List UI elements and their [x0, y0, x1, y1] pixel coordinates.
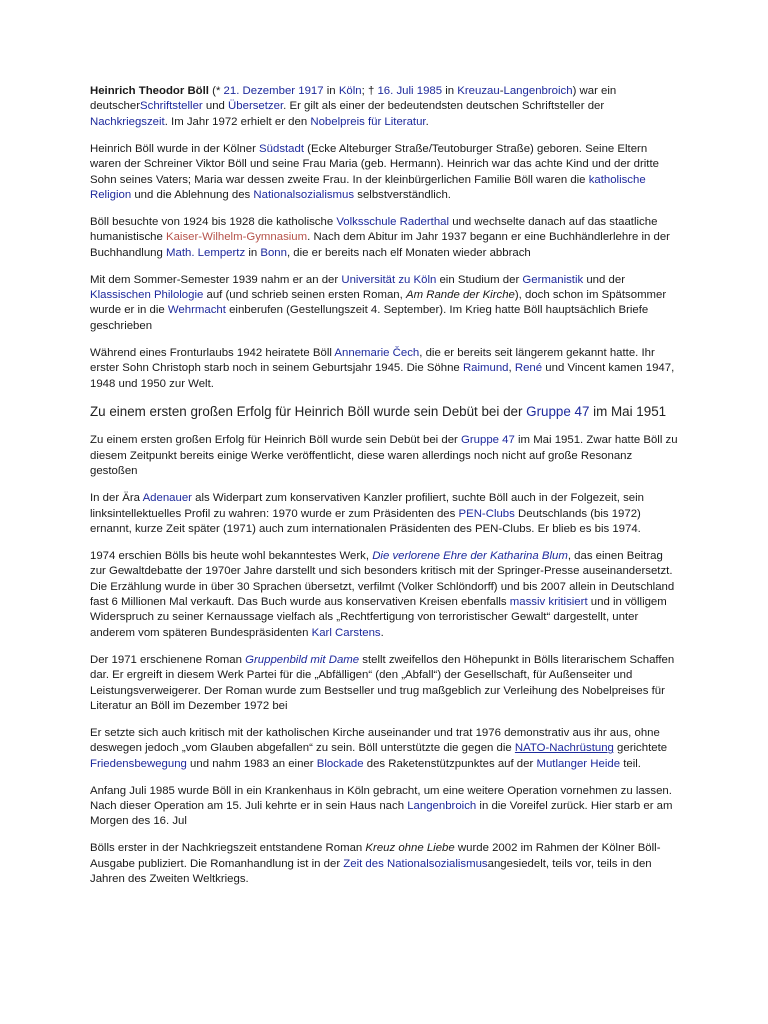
wiki-link[interactable]: René [514, 362, 543, 375]
wiki-link[interactable]: Wehrmacht [167, 304, 226, 317]
text-run: und die Ablehnung des [131, 188, 254, 201]
section-heading [90, 403, 680, 421]
wiki-link[interactable]: Mutlanger Heide [536, 757, 621, 770]
text-run: , die er bereits nach elf Monaten wieder abbrach [286, 246, 531, 259]
paragraph [90, 433, 680, 479]
wiki-link[interactable]: Nobelpreis für Literatur [310, 115, 426, 128]
wiki-link[interactable]: Gruppenbild mit Dame [245, 653, 360, 666]
text-run: des Raketenstützpunktes auf der [363, 757, 537, 770]
paragraph [90, 346, 680, 392]
text-run: Zu einem ersten großen Erfolg für Heinrich Böll wurde sein Debüt bei der [90, 404, 527, 420]
text-run: Böll besuchte von 1924 bis 1928 die katholische [90, 215, 337, 228]
wiki-link[interactable]: Kreuzau [457, 85, 500, 97]
text-run: (* [208, 85, 224, 97]
text-run: angesiedelt, teils vor, teils in den Jahren des Zweiten Weltkriegs. [90, 857, 652, 886]
text-run: im Mai 1951 [589, 404, 667, 420]
text-run: und [202, 100, 229, 113]
text-run: ein Studium der [436, 273, 523, 286]
text-run: In der Ära [90, 492, 143, 505]
text-run: in [245, 246, 261, 259]
wiki-link[interactable]: Übersetzer [228, 100, 284, 113]
wiki-link[interactable]: Germanistik [522, 273, 584, 286]
text-run: , [508, 362, 515, 375]
italic-text: Am Rande der Kirche [405, 288, 515, 301]
text-run: . Im Jahr 1972 erhielt er den [164, 115, 311, 128]
text-run: Der 1971 erschienene Roman [90, 653, 246, 666]
text-run: Anfang Juli 1985 wurde Böll in ein Krankenhaus in Köln gebracht, um eine weitere Operation vornehmen zu lassen. Nach dieser Operation am 15. Juli kehrte er in sein Haus nach [90, 784, 672, 813]
text-run: Deutschlands (bis 1972) ernannt, kurze Zeit später (1971) auch zum internationalen Präsidenten des PEN-Clubs. Er blieb es bis 1974. [90, 507, 641, 535]
text-run: Er setzte sich auch kritisch mit der katholischen Kirche auseinander und trat 1976 demonstrativ aus ihr aus, ohne deswegen jedoch „vom Glauben abgefallen“ zu sein. Böll unterstützte die gegen die [90, 726, 660, 755]
wiki-link[interactable]: Friedensbewegung [90, 757, 187, 770]
text-run: Bölls erster in der Nachkriegszeit entstandene Roman [90, 842, 366, 855]
text-run: . [380, 626, 384, 639]
text-run: . Nach dem Abitur im Jahr 1937 begann er eine Buchhändlerlehre in der Buchhandlung [90, 231, 670, 259]
wiki-link[interactable]: Nachkriegszeit [90, 115, 165, 128]
wiki-link[interactable]: 1985 [416, 85, 443, 97]
text-run: und Vincent kamen 1947, 1948 und 1950 zur Welt. [90, 362, 675, 390]
wiki-link[interactable]: Blockade [316, 757, 364, 770]
text-run: (Ecke Alteburger Straße/Teutoburger Straße) geboren. Seine Eltern waren der Schreiner Viktor Böll und seine Frau Maria (geb. Hermann). Heinrich war das achte Kind und der dritte Sohn seines Vaters; Maria war dessen zweite Frau. In der kleinbürgerlichen Familie Böll waren die [90, 142, 659, 186]
text-run: teil. [620, 757, 641, 770]
wiki-link[interactable]: NATO-Nachrüstung [514, 742, 614, 755]
italic-text: Kreuz ohne Liebe [365, 842, 455, 855]
text-run: und der [583, 273, 625, 286]
text-run: und in völligem Widerspruch zu seiner Kernaussage vielfach als „Rechtfertigung von terroristischer Gewalt“ dargestellt, unter anderem vom späteren Bundespräsidenten [90, 596, 667, 639]
text-run: Mit dem Sommer-Semester 1939 nahm er an der [90, 273, 342, 286]
paragraph [90, 726, 680, 772]
text-run: im Mai 1951. Zwar hatte Böll zu diesem Zeitpunkt bereits einige Werke veröffentlicht, diese waren allerdings noch nicht auf große Resonanz gestoßen [90, 434, 678, 478]
paragraph [90, 653, 680, 715]
bold-text: Heinrich Theodor Böll [90, 85, 209, 97]
text-run: , das einen Beitrag zur Gewaltdebatte der 1970er Jahre darstellt und sich besonders kritisch mit der Springer-Presse auseinandersetzt. Die Erzählung wurde in über 30 Sprachen übersetzt, verfilmt (Volker Schlöndorff) und bis 2007 allein in Deutschland fast 6 Millionen Mal verkauft. Das Buch wurde aus konservativen Kreisen ebenfalls [90, 549, 675, 609]
paragraph [90, 215, 680, 261]
wiki-link[interactable]: Köln [338, 85, 362, 97]
text-run: wurde 2002 im Rahmen der Kölner Böll-Ausgabe publiziert. Die Romanhandlung ist in der [90, 842, 661, 870]
text-run: stellt zweifellos den Höhepunkt in Bölls literarischem Schaffen dar. Er ergreift in diesem Werk Partei für die „Abfälligen“ (den „Abfall“) der Gesellschaft, für Außenseiter und Leistungsverweigerer. Der Roman wurde zum Bestseller und trug maßgeblich zur Verleihung des Nobelpreises für Literatur an Böll im Dezember 1972 bei [90, 653, 675, 712]
paragraph [90, 84, 680, 130]
text-run: als Widerpart zum konservativen Kanzler profiliert, suchte Böll auch in der Folgezeit, sein linksintellektuelles Profil zu wahren: 1970 wurde er zum Präsidenten des [90, 492, 645, 520]
wiki-link[interactable]: PEN-Clubs [458, 507, 515, 520]
wiki-link[interactable]: Schriftsteller [140, 100, 203, 113]
text-run: Während eines Fronturlaubs 1942 heiratete Böll [90, 346, 335, 359]
paragraph [90, 273, 680, 335]
text-run: ) war ein deutscher [90, 85, 617, 113]
wiki-link[interactable]: Südstadt [259, 142, 305, 155]
wiki-link[interactable]: Adenauer [142, 492, 192, 505]
text-run: . [425, 115, 429, 128]
paragraph [90, 491, 680, 537]
wiki-link[interactable]: 16. Juli [377, 85, 414, 97]
wiki-link[interactable]: Annemarie Čech [334, 346, 420, 359]
wiki-link[interactable]: Gruppe 47 [461, 434, 515, 447]
wiki-link[interactable]: Die verlorene Ehre der Katharina Blum [372, 549, 568, 562]
document-body [90, 84, 680, 899]
text-run: und wechselte danach auf das staatliche humanistische [90, 215, 658, 244]
wiki-link[interactable]: Gruppe 47 [526, 404, 590, 420]
wiki-link[interactable]: massiv kritisiert [509, 596, 588, 609]
text-run: in [442, 85, 458, 97]
text-run: auf (und schrieb seinen ersten Roman, [203, 288, 406, 301]
text-run: Heinrich Böll wurde in der Kölner [90, 142, 260, 155]
wiki-link[interactable]: katholische Religion [90, 173, 646, 201]
text-run: gerichtete [613, 742, 668, 755]
wiki-link[interactable]: Langenbroich [503, 85, 573, 97]
wiki-link[interactable]: 21. Dezember [223, 85, 296, 97]
text-run: ; † [361, 85, 378, 97]
wiki-link[interactable]: Bonn [260, 246, 287, 259]
wiki-link[interactable]: Nationalsozialismus [253, 188, 355, 201]
wiki-link[interactable]: Klassischen Philologie [90, 288, 204, 301]
text-run: einberufen (Gestellungszeit 4. September). Im Krieg hatte Böll hauptsächlich Briefe geschrieben [90, 304, 649, 332]
wiki-link[interactable]: Kaiser-Wilhelm-Gymnasium [165, 231, 308, 244]
wiki-link[interactable]: Langenbroich [407, 800, 477, 813]
wiki-link[interactable]: Math. Lempertz [166, 246, 246, 259]
wiki-link[interactable]: Karl Carstens [311, 626, 381, 639]
paragraph [90, 841, 680, 887]
text-run: , die er bereits seit längerem gekannt hatte. Ihr erster Sohn Christoph starb noch in seinem Geburtsjahr 1945. Die Söhne [90, 346, 655, 375]
text-run: selbstverständlich. [354, 188, 451, 201]
paragraph [90, 142, 680, 204]
text-run: . Er gilt als einer der bedeutendsten deutschen Schriftsteller der [283, 100, 605, 113]
text-run: ), doch schon im Spätsommer wurde er in die [90, 288, 667, 317]
text-run: in [323, 85, 339, 97]
wiki-link[interactable]: Universität zu Köln [341, 273, 437, 286]
wiki-link[interactable]: Zeit des Nationalsozialismus [343, 857, 488, 870]
text-run: - [499, 85, 504, 97]
wiki-link[interactable]: Volksschule Raderthal [336, 215, 450, 228]
text-run: Zu einem ersten großen Erfolg für Heinrich Böll wurde sein Debüt bei der [90, 434, 462, 447]
paragraph [90, 784, 680, 830]
wiki-link[interactable]: Raimund [462, 362, 509, 375]
paragraph [90, 549, 680, 641]
text-run: in die Voreifel zurück. Hier starb er am Morgen des 16. Jul [90, 800, 673, 828]
wiki-link[interactable]: 1917 [298, 85, 324, 97]
text-run: und nahm 1983 an einer [186, 757, 317, 770]
text-run: 1974 erschien Bölls bis heute wohl bekanntestes Werk, [90, 549, 373, 562]
